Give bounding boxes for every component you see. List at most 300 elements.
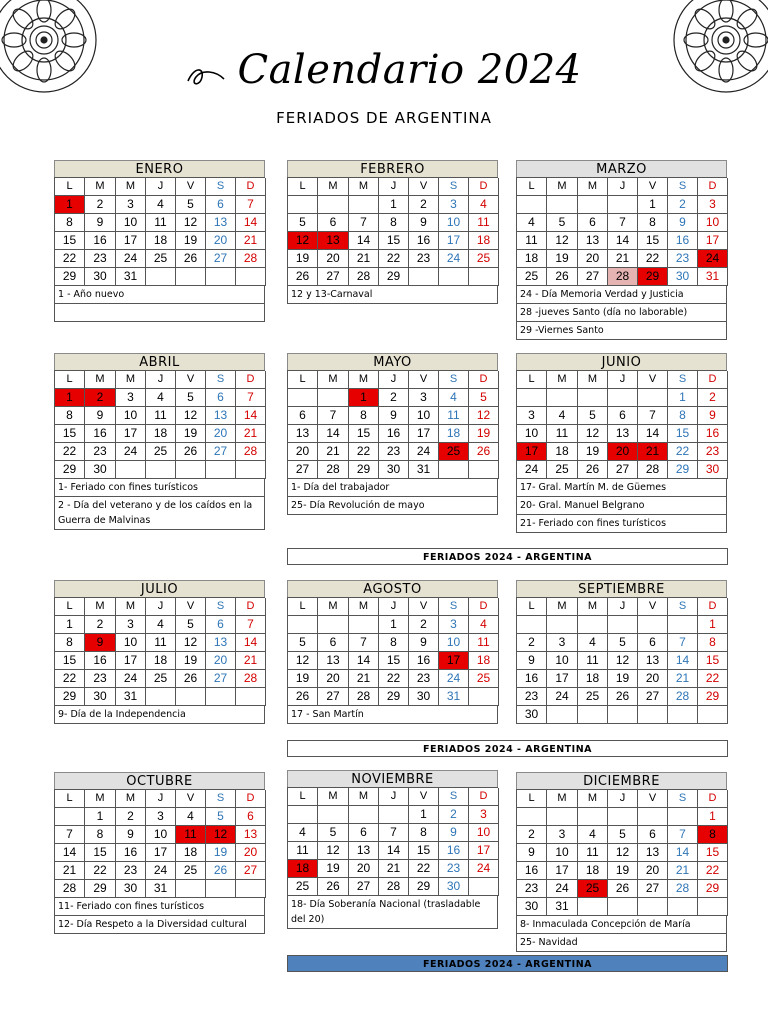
- empty-cell: [206, 268, 236, 286]
- empty-cell: [547, 706, 578, 724]
- holiday-notes: [287, 896, 498, 929]
- day-cell: 4: [517, 214, 547, 232]
- empty-cell: [349, 196, 379, 214]
- day-cell: 5: [578, 407, 608, 425]
- day-cell: 16: [379, 425, 409, 443]
- day-cell: 19: [176, 425, 206, 443]
- holiday-day-cell: 28: [608, 268, 638, 286]
- holiday-day-cell: 1: [55, 196, 85, 214]
- weekday-header: D: [698, 598, 728, 616]
- day-cell: 2: [379, 389, 409, 407]
- empty-cell: [318, 389, 349, 407]
- day-cell: 28: [236, 443, 266, 461]
- day-cell: 26: [578, 461, 608, 479]
- day-cell: 29: [379, 268, 409, 286]
- day-cell: 4: [578, 826, 608, 844]
- day-cell: 21: [608, 250, 638, 268]
- day-cell: 5: [176, 196, 206, 214]
- day-cell: 4: [578, 634, 608, 652]
- weekday-header: L: [55, 371, 85, 389]
- day-cell: 23: [517, 880, 547, 898]
- holiday-day-cell: 25: [439, 443, 469, 461]
- day-cell: 8: [55, 634, 85, 652]
- day-cell: 12: [608, 652, 638, 670]
- day-cell: 8: [698, 634, 728, 652]
- day-cell: 10: [698, 214, 728, 232]
- day-cell: 18: [578, 862, 608, 880]
- day-cell: 13: [318, 652, 349, 670]
- empty-cell: [578, 898, 608, 916]
- month-grid: [516, 597, 727, 724]
- empty-cell: [668, 808, 698, 826]
- day-cell: 23: [85, 250, 116, 268]
- weekday-header: M: [547, 371, 578, 389]
- day-cell: 8: [349, 407, 379, 425]
- weekday-header: S: [668, 790, 698, 808]
- weekday-header: J: [608, 598, 638, 616]
- day-cell: 16: [409, 652, 439, 670]
- day-cell: 8: [55, 407, 85, 425]
- day-cell: 1: [85, 808, 116, 826]
- day-cell: 3: [547, 634, 578, 652]
- holiday-note: 8- Inmaculada Concepción de María: [517, 916, 727, 934]
- day-cell: 10: [547, 652, 578, 670]
- holiday-day-cell: 24: [698, 250, 728, 268]
- day-cell: 26: [288, 268, 318, 286]
- empty-cell: [638, 808, 668, 826]
- holiday-notes: [54, 286, 265, 322]
- day-cell: 4: [288, 824, 318, 842]
- day-cell: 15: [349, 425, 379, 443]
- month-name: FEBRERO: [287, 160, 498, 177]
- weekday-header: L: [55, 790, 85, 808]
- day-cell: 3: [116, 389, 146, 407]
- weekday-header: J: [608, 371, 638, 389]
- day-cell: 19: [547, 250, 578, 268]
- weekday-header: V: [409, 788, 439, 806]
- weekday-header: S: [206, 371, 236, 389]
- day-cell: 28: [349, 268, 379, 286]
- day-cell: 9: [116, 826, 146, 844]
- day-cell: 6: [638, 826, 668, 844]
- day-cell: 12: [288, 652, 318, 670]
- day-cell: 5: [288, 214, 318, 232]
- day-cell: 27: [206, 250, 236, 268]
- day-cell: 3: [439, 196, 469, 214]
- day-cell: 28: [638, 461, 668, 479]
- day-cell: 7: [236, 616, 266, 634]
- holiday-notes: [516, 479, 727, 533]
- month-julio: [54, 580, 265, 724]
- day-cell: 16: [517, 670, 547, 688]
- weekday-header: V: [638, 598, 668, 616]
- holiday-day-cell: 1: [55, 389, 85, 407]
- day-cell: 17: [469, 842, 499, 860]
- holiday-note: 11- Feriado con fines turísticos: [55, 898, 265, 916]
- weekday-header: L: [517, 598, 547, 616]
- holiday-note: 25- Día Revolución de mayo: [288, 497, 498, 515]
- holiday-note: 9- Día de la Independencia: [55, 706, 265, 724]
- month-noviembre: [287, 770, 498, 929]
- day-cell: 18: [469, 652, 499, 670]
- day-cell: 15: [379, 652, 409, 670]
- day-cell: 1: [668, 389, 698, 407]
- day-cell: 11: [469, 214, 499, 232]
- day-cell: 23: [517, 688, 547, 706]
- holiday-day-cell: 8: [698, 826, 728, 844]
- day-cell: 28: [668, 880, 698, 898]
- day-cell: 2: [439, 806, 469, 824]
- day-cell: 23: [409, 250, 439, 268]
- day-cell: 11: [439, 407, 469, 425]
- weekday-header: L: [288, 371, 318, 389]
- day-cell: 4: [547, 407, 578, 425]
- day-cell: 13: [206, 634, 236, 652]
- day-cell: 20: [318, 250, 349, 268]
- day-cell: 28: [318, 461, 349, 479]
- day-cell: 9: [698, 407, 728, 425]
- title-row: [0, 44, 768, 96]
- day-cell: 5: [176, 616, 206, 634]
- weekday-header: L: [288, 598, 318, 616]
- weekday-header: M: [349, 598, 379, 616]
- day-cell: 14: [608, 232, 638, 250]
- empty-cell: [578, 616, 608, 634]
- month-junio: [516, 353, 727, 533]
- day-cell: 29: [55, 461, 85, 479]
- day-cell: 15: [55, 232, 85, 250]
- day-cell: 3: [698, 196, 728, 214]
- day-cell: 21: [318, 443, 349, 461]
- empty-cell: [638, 616, 668, 634]
- day-cell: 20: [288, 443, 318, 461]
- day-cell: 6: [349, 824, 379, 842]
- day-cell: 22: [55, 250, 85, 268]
- month-grid: [287, 370, 498, 479]
- empty-cell: [469, 268, 499, 286]
- holiday-note: 12 y 13-Carnaval: [288, 286, 498, 304]
- day-cell: 20: [349, 860, 379, 878]
- day-cell: 12: [176, 407, 206, 425]
- day-cell: 19: [318, 860, 349, 878]
- day-cell: 18: [146, 232, 176, 250]
- day-cell: 30: [85, 461, 116, 479]
- day-cell: 14: [379, 842, 409, 860]
- day-cell: 25: [146, 443, 176, 461]
- day-cell: 16: [85, 652, 116, 670]
- weekday-header: S: [206, 598, 236, 616]
- day-cell: 15: [668, 425, 698, 443]
- weekday-header: V: [176, 790, 206, 808]
- month-name: JULIO: [54, 580, 265, 597]
- holiday-day-cell: 21: [638, 443, 668, 461]
- day-cell: 13: [638, 652, 668, 670]
- day-cell: 17: [547, 670, 578, 688]
- day-cell: 29: [55, 688, 85, 706]
- month-grid: [54, 789, 265, 898]
- day-cell: 26: [469, 443, 499, 461]
- day-cell: 13: [638, 844, 668, 862]
- holiday-note: [55, 304, 265, 322]
- day-cell: 19: [288, 670, 318, 688]
- empty-cell: [638, 898, 668, 916]
- day-cell: 16: [439, 842, 469, 860]
- day-cell: 3: [146, 808, 176, 826]
- weekday-header: D: [469, 371, 499, 389]
- holiday-day-cell: 17: [439, 652, 469, 670]
- weekday-header: S: [439, 598, 469, 616]
- day-cell: 9: [517, 652, 547, 670]
- weekday-header: M: [116, 790, 146, 808]
- day-cell: 15: [698, 844, 728, 862]
- day-cell: 14: [318, 425, 349, 443]
- day-cell: 24: [439, 670, 469, 688]
- month-name: ENERO: [54, 160, 265, 177]
- day-cell: 13: [349, 842, 379, 860]
- day-cell: 10: [409, 407, 439, 425]
- day-cell: 15: [55, 652, 85, 670]
- day-cell: 10: [439, 214, 469, 232]
- month-name: JUNIO: [516, 353, 727, 370]
- weekday-header: M: [318, 788, 349, 806]
- month-name: SEPTIEMBRE: [516, 580, 727, 597]
- day-cell: 12: [176, 214, 206, 232]
- day-cell: 10: [547, 844, 578, 862]
- day-cell: 13: [206, 407, 236, 425]
- day-cell: 18: [517, 250, 547, 268]
- holiday-notes: [287, 286, 498, 304]
- empty-cell: [146, 268, 176, 286]
- weekday-header: L: [517, 790, 547, 808]
- day-cell: 24: [439, 250, 469, 268]
- day-cell: 4: [469, 196, 499, 214]
- empty-cell: [236, 880, 266, 898]
- month-abril: [54, 353, 265, 530]
- empty-cell: [638, 389, 668, 407]
- day-cell: 27: [638, 688, 668, 706]
- day-cell: 19: [288, 250, 318, 268]
- day-cell: 6: [206, 616, 236, 634]
- empty-cell: [638, 706, 668, 724]
- day-cell: 30: [439, 878, 469, 896]
- day-cell: 15: [409, 842, 439, 860]
- holiday-notes: [287, 706, 498, 724]
- holiday-notes: [54, 898, 265, 934]
- day-cell: 12: [578, 425, 608, 443]
- empty-cell: [547, 616, 578, 634]
- day-cell: 7: [55, 826, 85, 844]
- holiday-note: 1- Día del trabajador: [288, 479, 498, 497]
- empty-cell: [469, 878, 499, 896]
- empty-cell: [206, 688, 236, 706]
- day-cell: 3: [116, 616, 146, 634]
- weekday-header: M: [318, 371, 349, 389]
- day-cell: 16: [409, 232, 439, 250]
- weekday-header: J: [146, 598, 176, 616]
- weekday-header: J: [146, 371, 176, 389]
- day-cell: 25: [146, 250, 176, 268]
- weekday-header: M: [85, 371, 116, 389]
- weekday-header: J: [379, 598, 409, 616]
- day-cell: 18: [176, 844, 206, 862]
- day-cell: 11: [288, 842, 318, 860]
- empty-cell: [608, 706, 638, 724]
- month-agosto: [287, 580, 498, 724]
- day-cell: 26: [176, 443, 206, 461]
- empty-cell: [668, 616, 698, 634]
- day-cell: 18: [469, 232, 499, 250]
- day-cell: 30: [409, 688, 439, 706]
- day-cell: 13: [206, 214, 236, 232]
- weekday-header: J: [379, 371, 409, 389]
- day-cell: 3: [409, 389, 439, 407]
- day-cell: 18: [547, 443, 578, 461]
- day-cell: 18: [146, 425, 176, 443]
- month-septiembre: [516, 580, 727, 724]
- day-cell: 15: [379, 232, 409, 250]
- day-cell: 19: [206, 844, 236, 862]
- day-cell: 6: [638, 634, 668, 652]
- day-cell: 2: [698, 389, 728, 407]
- day-cell: 1: [409, 806, 439, 824]
- holiday-day-cell: 29: [638, 268, 668, 286]
- day-cell: 5: [288, 634, 318, 652]
- day-cell: 31: [547, 898, 578, 916]
- empty-cell: [349, 616, 379, 634]
- day-cell: 5: [176, 389, 206, 407]
- day-cell: 22: [698, 862, 728, 880]
- empty-cell: [116, 461, 146, 479]
- day-cell: 6: [578, 214, 608, 232]
- empty-cell: [349, 806, 379, 824]
- weekday-header: L: [517, 178, 547, 196]
- weekday-header: J: [608, 790, 638, 808]
- day-cell: 26: [608, 688, 638, 706]
- day-cell: 17: [547, 862, 578, 880]
- day-cell: 1: [55, 616, 85, 634]
- day-cell: 17: [698, 232, 728, 250]
- feriados-banner-3: FERIADOS 2024 - ARGENTINA: [287, 955, 728, 972]
- weekday-header: M: [349, 788, 379, 806]
- day-cell: 31: [146, 880, 176, 898]
- day-cell: 30: [379, 461, 409, 479]
- day-cell: 8: [638, 214, 668, 232]
- day-cell: 9: [409, 634, 439, 652]
- holiday-notes: [516, 916, 727, 952]
- empty-cell: [176, 461, 206, 479]
- empty-cell: [176, 688, 206, 706]
- day-cell: 9: [85, 214, 116, 232]
- holiday-note: 1- Feriado con fines turísticos: [55, 479, 265, 497]
- day-cell: 7: [668, 826, 698, 844]
- month-octubre: [54, 772, 265, 934]
- day-cell: 15: [85, 844, 116, 862]
- day-cell: 7: [318, 407, 349, 425]
- weekday-header: S: [668, 371, 698, 389]
- day-cell: 7: [236, 196, 266, 214]
- day-cell: 22: [55, 670, 85, 688]
- day-cell: 23: [85, 670, 116, 688]
- day-cell: 22: [379, 670, 409, 688]
- day-cell: 22: [638, 250, 668, 268]
- weekday-header: S: [668, 178, 698, 196]
- day-cell: 30: [85, 688, 116, 706]
- day-cell: 26: [547, 268, 578, 286]
- day-cell: 14: [668, 652, 698, 670]
- day-cell: 2: [116, 808, 146, 826]
- day-cell: 14: [236, 634, 266, 652]
- weekday-header: M: [578, 598, 608, 616]
- month-grid: [287, 177, 498, 286]
- day-cell: 6: [318, 214, 349, 232]
- day-cell: 26: [176, 250, 206, 268]
- day-cell: 4: [439, 389, 469, 407]
- empty-cell: [668, 706, 698, 724]
- day-cell: 26: [206, 862, 236, 880]
- day-cell: 10: [439, 634, 469, 652]
- weekday-header: J: [146, 178, 176, 196]
- day-cell: 17: [116, 232, 146, 250]
- empty-cell: [288, 196, 318, 214]
- day-cell: 8: [379, 634, 409, 652]
- month-name: AGOSTO: [287, 580, 498, 597]
- day-cell: 24: [116, 250, 146, 268]
- empty-cell: [409, 268, 439, 286]
- empty-cell: [176, 268, 206, 286]
- weekday-header: M: [116, 598, 146, 616]
- day-cell: 27: [236, 862, 266, 880]
- day-cell: 24: [116, 443, 146, 461]
- weekday-header: S: [206, 790, 236, 808]
- weekday-header: M: [349, 178, 379, 196]
- day-cell: 23: [409, 670, 439, 688]
- holiday-day-cell: 12: [206, 826, 236, 844]
- day-cell: 11: [578, 652, 608, 670]
- empty-cell: [578, 808, 608, 826]
- day-cell: 7: [668, 634, 698, 652]
- empty-cell: [547, 808, 578, 826]
- day-cell: 18: [146, 652, 176, 670]
- feriados-banner-1: FERIADOS 2024 - ARGENTINA: [287, 548, 728, 565]
- weekday-header: D: [236, 178, 266, 196]
- day-cell: 20: [638, 670, 668, 688]
- empty-cell: [236, 268, 266, 286]
- holiday-note: 2 - Día del veterano y de los caídos en la Guerra de Malvinas: [55, 497, 265, 530]
- page-title: Calendario 2024: [237, 47, 582, 93]
- feriados-banner-2: FERIADOS 2024 - ARGENTINA: [287, 740, 728, 757]
- day-cell: 4: [469, 616, 499, 634]
- empty-cell: [288, 616, 318, 634]
- day-cell: 27: [638, 880, 668, 898]
- day-cell: 28: [55, 880, 85, 898]
- month-name: ABRIL: [54, 353, 265, 370]
- weekday-header: S: [668, 598, 698, 616]
- empty-cell: [206, 461, 236, 479]
- day-cell: 2: [409, 196, 439, 214]
- day-cell: 5: [318, 824, 349, 842]
- day-cell: 24: [116, 670, 146, 688]
- day-cell: 16: [668, 232, 698, 250]
- month-name: MAYO: [287, 353, 498, 370]
- day-cell: 29: [55, 268, 85, 286]
- month-mayo: [287, 353, 498, 515]
- holiday-day-cell: 1: [349, 389, 379, 407]
- day-cell: 14: [638, 425, 668, 443]
- weekday-header: M: [547, 178, 578, 196]
- weekday-header: J: [146, 790, 176, 808]
- day-cell: 9: [85, 407, 116, 425]
- day-cell: 20: [236, 844, 266, 862]
